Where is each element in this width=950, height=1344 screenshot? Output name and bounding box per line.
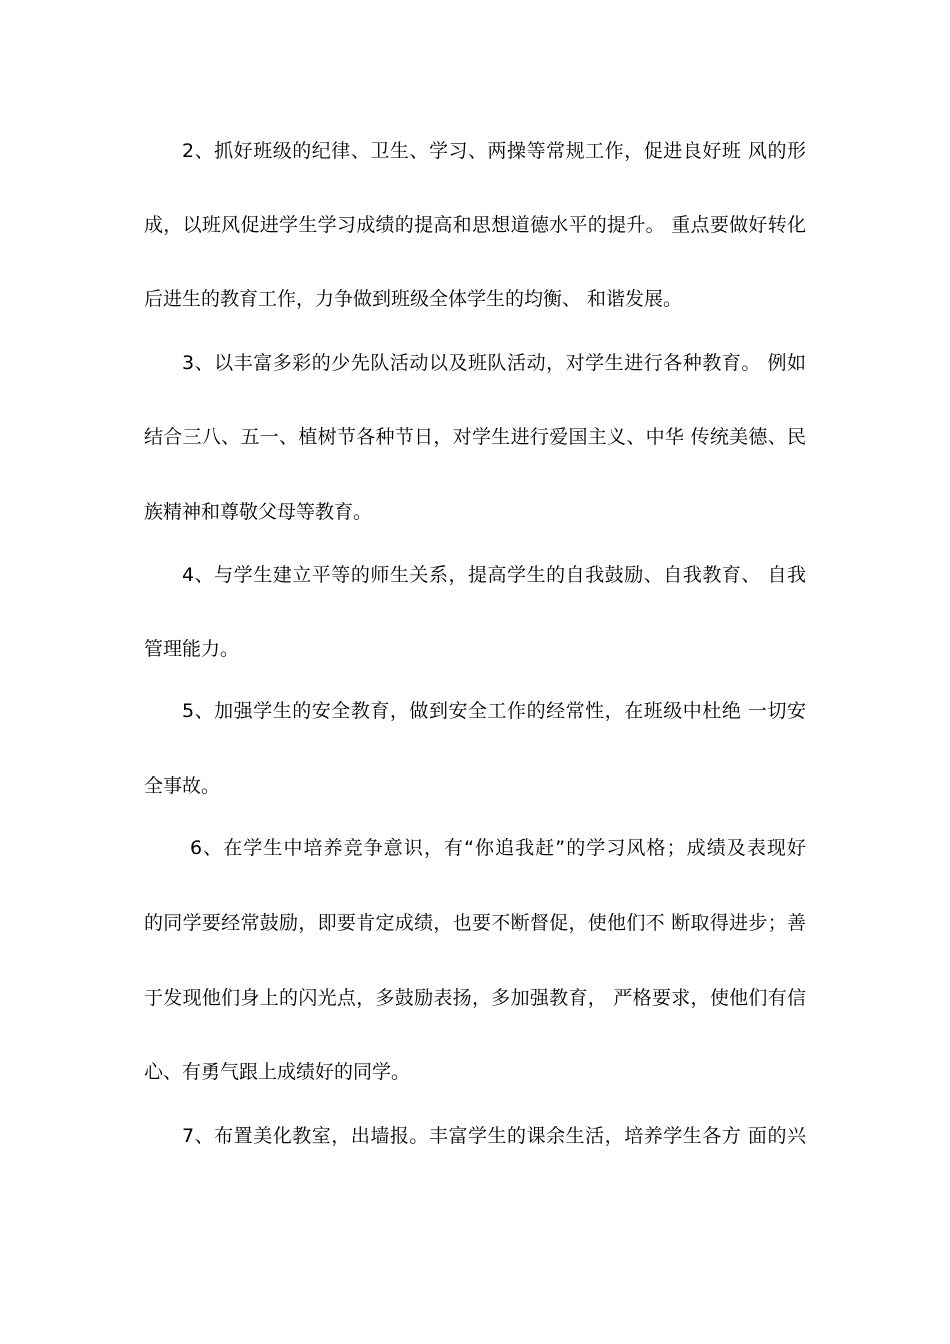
paragraph-6-line-2: 的同学要经常鼓励，即要肯定成绩，也要不断督促，使他们不 断取得进步；善	[144, 912, 806, 934]
paragraph-6-line-3: 于发现他们身上的闪光点，多鼓励表扬，多加强教育， 严格要求，使他们有信	[144, 987, 806, 1009]
paragraph-4-line-1: 4、与学生建立平等的师生关系，提高学生的自我鼓励、自我教育、 自我	[182, 564, 806, 586]
paragraph-6-line-4: 心、有勇气跟上成绩好的同学。	[144, 1061, 411, 1083]
paragraph-3-line-1: 3、以丰富多彩的少先队活动以及班队活动，对学生进行各种教育。 例如	[182, 352, 806, 374]
paragraph-7-line-1: 7、布置美化教室，出墙报。丰富学生的课余生活，培养学生各方 面的兴	[182, 1125, 806, 1147]
paragraph-5-line-1: 5、加强学生的安全教育，做到安全工作的经常性，在班级中杜绝 一切安	[182, 700, 806, 722]
paragraph-3-line-2: 结合三八、五一、植树节各种节日，对学生进行爱国主义、中华 传统美德、民	[144, 426, 806, 448]
paragraph-6-line-1: 6、在学生中培养竞争意识，有“你追我赶”的学习风格；成绩及表现好	[190, 837, 806, 859]
paragraph-2-line-1: 2、抓好班级的纪律、卫生、学习、两操等常规工作，促进良好班 风的形	[182, 140, 806, 162]
paragraph-2-line-2: 成，以班风促进学生学习成绩的提高和思想道德水平的提升。 重点要做好转化	[144, 214, 806, 236]
paragraph-2-line-3: 后进生的教育工作，力争做到班级全体学生的均衡、 和谐发展。	[144, 288, 683, 310]
paragraph-5-line-2: 全事故。	[144, 775, 221, 797]
paragraph-4-line-2: 管理能力。	[144, 638, 240, 660]
paragraph-3-line-3: 族精神和尊敬父母等教育。	[144, 501, 373, 523]
